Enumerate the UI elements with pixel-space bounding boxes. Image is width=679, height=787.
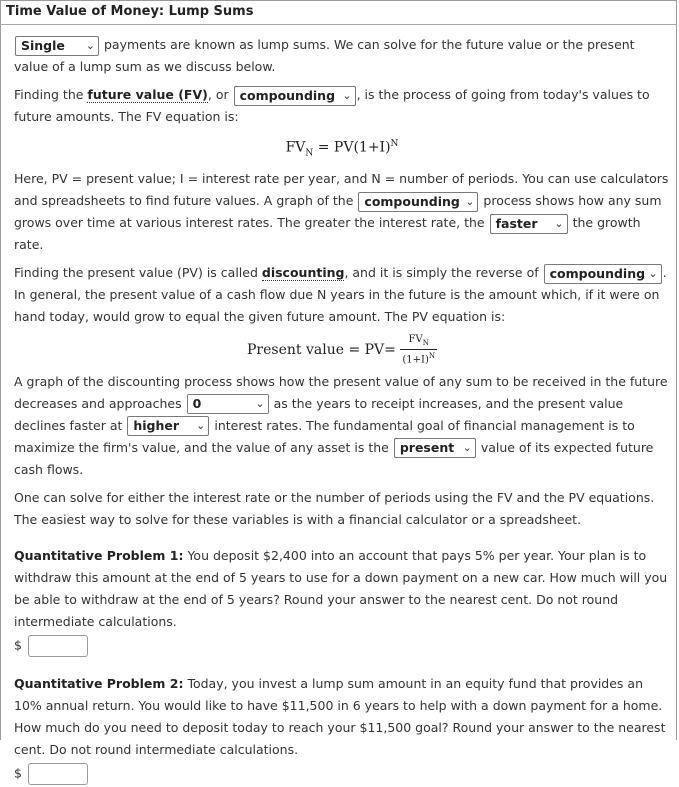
reverse-process-select[interactable]: [544, 264, 662, 284]
pv-eq-den-sup: N: [428, 352, 435, 361]
graph-process-value: compounding: [364, 193, 460, 209]
asset-value-select[interactable]: [394, 438, 476, 458]
growth-rate-select[interactable]: [490, 214, 568, 234]
chevron-down-icon: ⌄: [196, 419, 206, 433]
p5-text3: interest rates. The fundamental goal of financial management is to maximize the firm's value, and the value of any asset is the: [14, 417, 635, 455]
graph-process-select[interactable]: [358, 192, 478, 212]
payment-type-value: Single: [21, 37, 65, 53]
chevron-down-icon: ⌄: [462, 441, 472, 455]
fv-process-select[interactable]: [234, 86, 356, 106]
currency-symbol: $: [14, 765, 22, 781]
p1-text: payments are known as lump sums. We can solve for the future value or the present value of a lump sum as we discuss below.: [14, 37, 635, 74]
problem-1-answer-input[interactable]: [28, 635, 88, 657]
chevron-down-icon: ⌄: [85, 38, 95, 52]
term-future-value[interactable]: future value (FV): [87, 87, 208, 102]
paragraph-discounting-graph: [14, 371, 670, 481]
chevron-down-icon: ⌄: [255, 397, 265, 411]
problem-1: [14, 545, 670, 633]
fv-eq-rhs-sup: N: [390, 139, 399, 149]
approach-value-select[interactable]: [187, 394, 269, 414]
problem-1-answer: [14, 635, 670, 659]
fv-eq-lhs-sub: N: [305, 148, 314, 159]
pv-eq-fraction: [400, 334, 437, 366]
rate-level-value: higher: [133, 418, 180, 434]
term-discounting[interactable]: discounting: [261, 265, 345, 281]
p4-text1: Finding the present value (PV) is called: [14, 265, 258, 281]
chevron-down-icon: ⌄: [342, 88, 352, 102]
problem-1-label: Quantitative Problem 1:: [14, 547, 184, 563]
paragraph-lump-sums: [14, 34, 670, 78]
p4-text3: . In general, the present value of a cash flow due N years in the future is the amount which, if it were on hand today, would grow to equal the given future amount. The PV equation is:: [14, 265, 667, 325]
fv-equation: [14, 133, 670, 164]
page-title: Time Value of Money: Lump Sums: [0, 0, 677, 25]
p2-text2: , or: [207, 87, 229, 102]
p5-text2: as the years to receipt increases, and the present value declines faster at: [14, 395, 624, 433]
currency-symbol: $: [14, 637, 22, 653]
problem-2-label: Quantitative Problem 2:: [14, 675, 184, 691]
paragraph-solve: One can solve for either the interest rate or the number of periods using the FV and the PV equations. The easiest way to solve for these variables is with a financial calculator or a spreadsheet.: [14, 489, 655, 527]
p5-text1: A graph of the discounting process shows how the present value of any sum to be received in the future decreases and approaches: [14, 373, 668, 411]
chevron-down-icon: ⌄: [465, 194, 475, 208]
pv-equation: [14, 334, 670, 366]
p3-text2: process shows how any sum grows over time at various interest rates. The greater the interest rate, the: [14, 193, 662, 231]
payment-type-select[interactable]: [15, 36, 99, 56]
chevron-down-icon: ⌄: [648, 266, 658, 280]
paragraph-present-value: [14, 262, 670, 328]
question-content: [14, 34, 670, 787]
chevron-down-icon: ⌄: [554, 216, 564, 230]
pv-eq-num-text: FV: [408, 334, 423, 346]
rate-level-select[interactable]: [127, 416, 209, 436]
pv-eq-numerator: [400, 334, 437, 350]
p2-text3: , is the process of going from today's values to future amounts. The FV equation is:: [14, 87, 650, 124]
paragraph-future-value: [14, 84, 670, 128]
problem-2-answer: [14, 763, 670, 787]
fv-process-value: compounding: [239, 87, 336, 103]
problem-2: [14, 673, 670, 761]
pv-eq-den-text: (1+I): [402, 354, 429, 366]
problem-2-answer-input[interactable]: [28, 763, 88, 785]
p3-text1: Here, PV = present value; I = interest rate per year, and N = number of periods. You can use calculators and spreadsheets to find future values. A graph of the: [14, 171, 669, 209]
problem-2-text: Today, you invest a lump sum amount in an equity fund that provides an 10% annual return. You would like to have $11,500 in 6 years to help with a down payment for a home. How much do you need to deposit today to reach your $11,500 goal? Round your answer to the nearest cent. Do not round intermediate calculations.: [14, 675, 666, 757]
asset-value-value: present: [399, 440, 455, 456]
growth-rate-value: faster: [495, 215, 538, 231]
p3-text3: the growth rate.: [14, 215, 641, 253]
p5-text4: value of its expected future cash flows.: [14, 439, 654, 477]
pv-eq-denominator: [400, 350, 437, 366]
pv-eq-lhs: Present value = PV=: [247, 342, 396, 359]
p2-text1: Finding the: [14, 87, 84, 102]
fv-eq-rhs: = PV(1+I): [317, 139, 391, 156]
approach-value-value: 0: [192, 396, 202, 412]
paragraph-compounding: [14, 168, 670, 256]
fv-eq-lhs: FV: [285, 139, 306, 156]
problem-1-text: You deposit $2,400 into an account that pays 5% per year. Your plan is to withdraw this amount at the end of 5 years to use for a down payment on a new car. How much will you be able to withdraw at the end of 5 years? Round your answer to the nearest cent. Do not round intermediate calculations.: [14, 547, 668, 629]
p4-text2: , and it is simply the reverse of: [344, 265, 539, 281]
reverse-process-value: compounding: [549, 265, 646, 281]
pv-eq-num-sub: N: [422, 339, 429, 348]
